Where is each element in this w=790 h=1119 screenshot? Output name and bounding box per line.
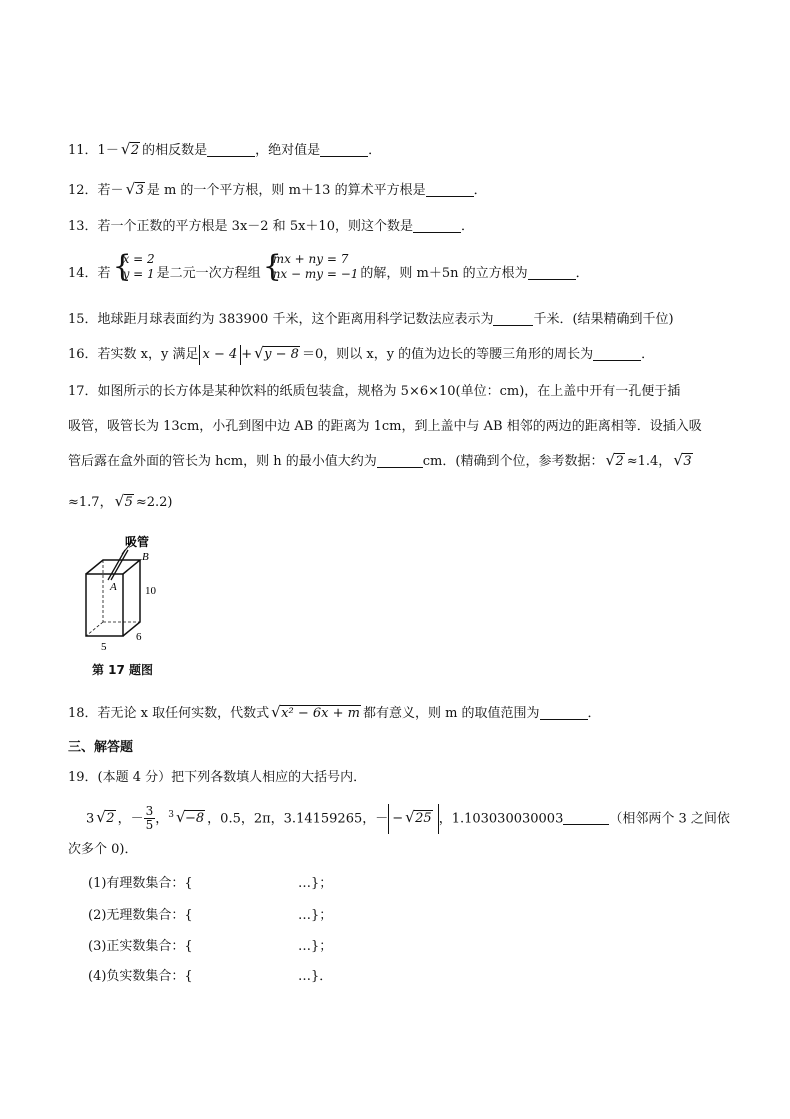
question-17-line-2 bbox=[68, 417, 750, 437]
question-16 bbox=[68, 345, 750, 365]
radicand: −8 bbox=[184, 811, 205, 827]
width-label: 5 bbox=[101, 641, 107, 653]
question-17-line-3 bbox=[68, 452, 750, 472]
set-end: …}； bbox=[298, 908, 333, 923]
radicand: 3 bbox=[683, 454, 692, 469]
answer-blank[interactable] bbox=[320, 142, 368, 157]
punctuation: ． bbox=[641, 347, 655, 362]
equation-system: { mx + ny = 7 nx − my = −1 bbox=[262, 249, 359, 284]
equation-row: x = 2 bbox=[122, 252, 155, 266]
sign: − bbox=[392, 811, 404, 827]
question-number: 17． bbox=[68, 384, 98, 399]
set-end: …}； bbox=[298, 876, 333, 891]
fraction bbox=[144, 805, 156, 832]
question-number: 15． bbox=[68, 312, 98, 327]
question-text: 是 m 的一个平方根，则 m＋13 的算术平方根是 bbox=[146, 183, 426, 198]
equation-row: y = 1 bbox=[122, 267, 155, 281]
question-number: 18． bbox=[68, 706, 98, 721]
question-text: ≈1.7， bbox=[68, 495, 113, 510]
question-text: 次多个 0)． bbox=[68, 842, 138, 857]
radicand: x² − 6x + m bbox=[281, 706, 360, 721]
expr-text: 若－ bbox=[97, 183, 124, 198]
punctuation: ． bbox=[460, 219, 474, 234]
separator: ， bbox=[155, 811, 169, 827]
sqrt-expression: √ 2 bbox=[605, 451, 624, 469]
question-text: 如图所示的长方体是某种饮料的纸质包装盒，规格为 5×6×10(单位：cm)，在上盖中开有一孔便于插 bbox=[97, 384, 681, 399]
question-12 bbox=[68, 181, 750, 201]
vertex-label-a: A bbox=[110, 581, 117, 593]
cube-root-expression: √ −8 bbox=[175, 808, 205, 827]
sqrt-expression: √ 25 bbox=[405, 808, 432, 827]
numerator: 3 bbox=[145, 804, 154, 819]
separator: ， bbox=[117, 811, 131, 827]
answer-blank[interactable] bbox=[593, 346, 641, 361]
answer-blank[interactable] bbox=[493, 311, 533, 326]
question-text: （相邻两个 3 之间依 bbox=[609, 811, 730, 827]
question-text: 若一个正数的平方根是 3x－2 和 5x＋10，则这个数是 bbox=[97, 219, 413, 234]
punctuation: ． bbox=[473, 183, 487, 198]
sqrt-expression: √ 3 bbox=[125, 180, 144, 198]
question-text: 地球距月球表面约为 383900 千米，这个距离用科学记数法应表示为 bbox=[97, 312, 494, 327]
question-text: 若无论 x 取任何实数，代数式 bbox=[97, 706, 270, 721]
sqrt-expression: √ 2 bbox=[96, 808, 115, 827]
operator: + bbox=[241, 347, 253, 362]
answer-blank[interactable] bbox=[528, 265, 576, 280]
radicand: 25 bbox=[415, 811, 432, 827]
question-11 bbox=[68, 141, 750, 161]
question-17-line-1 bbox=[68, 382, 750, 402]
question-text: (本题 4 分）把下列各数填人相应的大括号内． bbox=[97, 770, 367, 785]
question-text: ＝0，则以 x，y 的值为边长的等腰三角形的周长为 bbox=[301, 347, 594, 362]
question-text: 是二元一次方程组 bbox=[156, 266, 261, 281]
radicand: 2 bbox=[615, 454, 624, 469]
set-end: …}； bbox=[298, 939, 333, 954]
sqrt-expression: √ 2 bbox=[120, 140, 140, 158]
question-text: 吸管，吸管长为 13cm，小孔到图中边 AB 的距离为 1cm，到上盖中与 AB 相邻的两边的距离相等．设插入吸 bbox=[68, 419, 702, 434]
question-15 bbox=[68, 310, 750, 330]
punctuation: ． bbox=[368, 143, 382, 158]
answer-blank[interactable] bbox=[540, 705, 588, 720]
set-label: (1)有理数集合：{ bbox=[88, 876, 193, 891]
vertex-label-b: B bbox=[142, 551, 149, 563]
root-index: 3 bbox=[168, 810, 174, 820]
box-figure bbox=[70, 528, 180, 658]
expr-text: 1－ bbox=[97, 143, 119, 158]
question-18 bbox=[68, 704, 750, 724]
sign: － bbox=[130, 811, 144, 827]
sqrt-expression: √ 3 bbox=[673, 451, 692, 469]
radicand: 2 bbox=[130, 143, 140, 158]
straw-label: 吸管 bbox=[125, 535, 150, 549]
question-number: 13． bbox=[68, 219, 98, 234]
radicand: 5 bbox=[124, 495, 133, 510]
answer-blank[interactable] bbox=[563, 810, 609, 825]
question-text: 若 bbox=[97, 266, 111, 281]
question-number: 14． bbox=[68, 266, 98, 281]
equation-row: nx − my = −1 bbox=[272, 267, 359, 281]
answer-blank[interactable] bbox=[377, 453, 423, 468]
question-19-intro bbox=[68, 768, 750, 788]
question-text: cm．(精确到个位，参考数据： bbox=[422, 454, 604, 469]
punctuation: ． bbox=[575, 266, 589, 281]
height-label: 10 bbox=[145, 585, 156, 597]
question-number: 12． bbox=[68, 183, 98, 198]
depth-label: 6 bbox=[136, 631, 142, 643]
box-front-face bbox=[86, 574, 123, 636]
hidden-edge bbox=[86, 622, 103, 636]
section-heading: 三、解答题 bbox=[68, 740, 134, 755]
sqrt-expression: √ x² − 6x + m bbox=[271, 703, 360, 721]
question-text: 管后露在盒外面的管长为 hcm，则 h 的最小值大约为 bbox=[68, 454, 377, 469]
question-14 bbox=[68, 249, 750, 295]
question-text: 的解，则 m＋5n 的立方根为 bbox=[360, 266, 528, 281]
question-19-numbers bbox=[86, 800, 750, 834]
question-number: 19． bbox=[68, 770, 98, 785]
set-rational[interactable] bbox=[88, 874, 332, 894]
punctuation: ． bbox=[587, 706, 601, 721]
number-item: 3 bbox=[86, 811, 95, 827]
question-text: ，绝对值是 bbox=[255, 143, 321, 158]
sqrt-expression: √ y − 8 bbox=[254, 344, 299, 362]
question-text: ≈1.4， bbox=[626, 454, 672, 469]
question-number: 11． bbox=[68, 143, 98, 158]
separator: ， bbox=[207, 811, 221, 827]
number-item: ，1.103030030003 bbox=[438, 811, 564, 827]
figure-caption: 第 17 题图 bbox=[92, 663, 154, 677]
solution-system: { x = 2 y = 1 bbox=[112, 249, 155, 284]
question-text: 都有意义，则 m 的取值范围为 bbox=[362, 706, 540, 721]
answer-blank[interactable] bbox=[413, 218, 461, 233]
straw-line bbox=[111, 550, 128, 580]
radicand: 3 bbox=[135, 183, 144, 198]
radicand: y − 8 bbox=[264, 347, 299, 362]
set-positive-real[interactable] bbox=[88, 937, 332, 957]
absolute-value bbox=[388, 804, 438, 834]
denominator: 5 bbox=[145, 818, 154, 833]
question-number: 16． bbox=[68, 347, 98, 362]
question-17-line-4 bbox=[68, 493, 750, 513]
number-item: 0.5，2π，3.14159265，－ bbox=[220, 811, 389, 827]
sqrt-expression: √ 5 bbox=[114, 492, 133, 510]
set-label: (2)无理数集合：{ bbox=[88, 908, 193, 923]
question-text: ≈2.2) bbox=[135, 495, 173, 510]
radicand: 2 bbox=[106, 811, 115, 827]
absolute-value: x − 4 bbox=[199, 345, 242, 365]
set-end: …}． bbox=[298, 969, 333, 984]
question-text: 的相反数是 bbox=[142, 143, 208, 158]
set-label: (3)正实数集合：{ bbox=[88, 939, 193, 954]
equation-row: mx + ny = 7 bbox=[272, 252, 349, 266]
question-text: 若实数 x，y 满足 bbox=[97, 347, 199, 362]
question-19-tail bbox=[68, 840, 750, 860]
set-negative-real[interactable] bbox=[88, 967, 332, 987]
answer-blank[interactable] bbox=[207, 142, 255, 157]
set-irrational[interactable] bbox=[88, 906, 332, 926]
answer-blank[interactable] bbox=[426, 182, 474, 197]
question-text: 千米．(结果精确到千位) bbox=[533, 312, 674, 327]
set-label: (4)负实数集合：{ bbox=[88, 969, 193, 984]
question-13 bbox=[68, 217, 750, 237]
